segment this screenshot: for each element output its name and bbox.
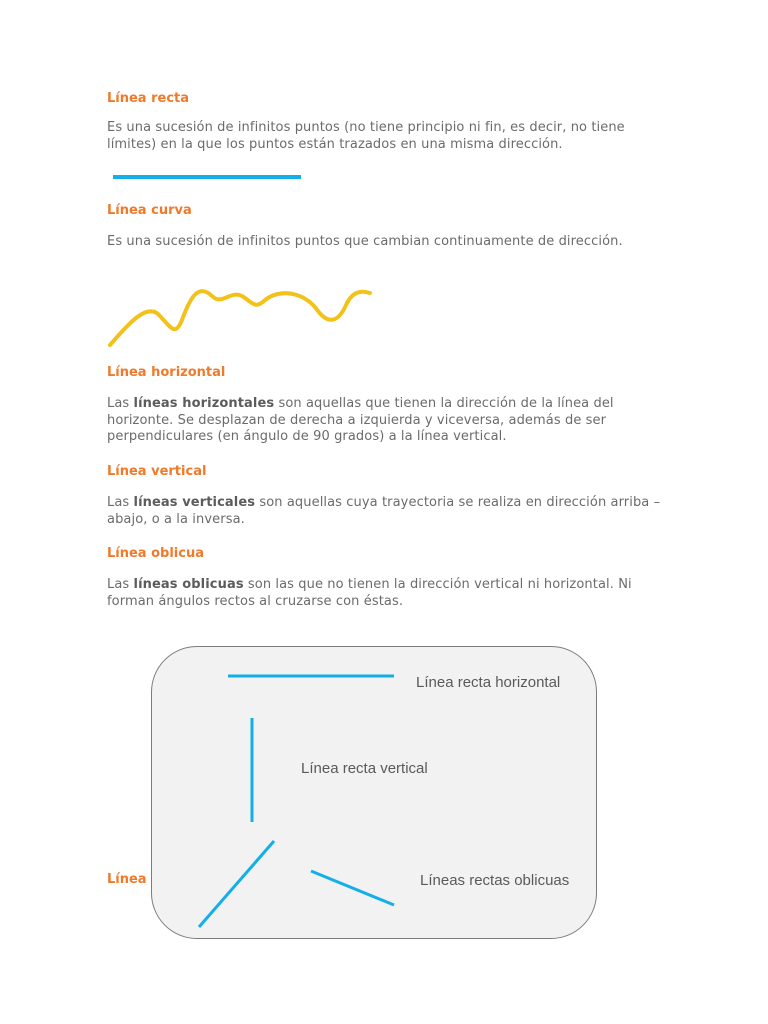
heading-linea-recta: Línea recta	[107, 91, 190, 106]
para-bold-term: líneas verticales	[133, 495, 256, 510]
label-vertical: Línea recta vertical	[301, 760, 428, 777]
paragraph-linea-oblicua	[107, 577, 667, 610]
para-text: son aquellas que tienen la dirección de la línea del horizonte. Se desplazan de derecha a izquierda y viceversa, además de ser perpendiculares (en ángulo de 90 grados) a la línea vertical.	[107, 396, 614, 444]
heading-linea-vertical: Línea vertical	[107, 464, 207, 479]
para-bold-term: líneas oblicuas	[133, 577, 244, 592]
heading-partial: Línea	[107, 872, 147, 887]
label-oblique: Líneas rectas oblicuas	[420, 872, 570, 889]
para-text: son aquellas cuya trayectoria se realiza en dirección arriba – abajo, o a la inversa.	[107, 495, 661, 527]
lines-diagram	[151, 646, 597, 939]
heading-linea-curva: Línea curva	[107, 203, 192, 218]
para-prefix: Las	[107, 495, 134, 510]
para-prefix: Las	[107, 396, 134, 411]
heading-linea-oblicua: Línea oblicua	[107, 546, 204, 561]
paragraph-linea-curva: Es una sucesión de infinitos puntos que cambian continuamente de dirección.	[107, 234, 623, 249]
oblique-line-right	[311, 871, 394, 905]
para-text: son las que no tienen la dirección vertical ni horizontal. Ni forman ángulos rectos al cruzarse con éstas.	[107, 577, 632, 609]
straight-line-illustration	[113, 175, 301, 179]
curved-line-illustration	[100, 278, 380, 353]
paragraph-linea-recta: Es una sucesión de infinitos puntos (no tiene principio ni fin, es decir, no tiene límites) en la que los puntos están trazados en una misma dirección.	[107, 120, 625, 152]
label-horizontal: Línea recta horizontal	[416, 674, 561, 691]
heading-linea-horizontal: Línea horizontal	[107, 365, 226, 380]
oblique-line-left	[199, 841, 274, 927]
paragraph-linea-vertical	[107, 495, 667, 528]
para-prefix: Las	[107, 577, 134, 592]
para-bold-term: líneas horizontales	[133, 396, 275, 411]
paragraph-linea-horizontal	[107, 396, 667, 446]
